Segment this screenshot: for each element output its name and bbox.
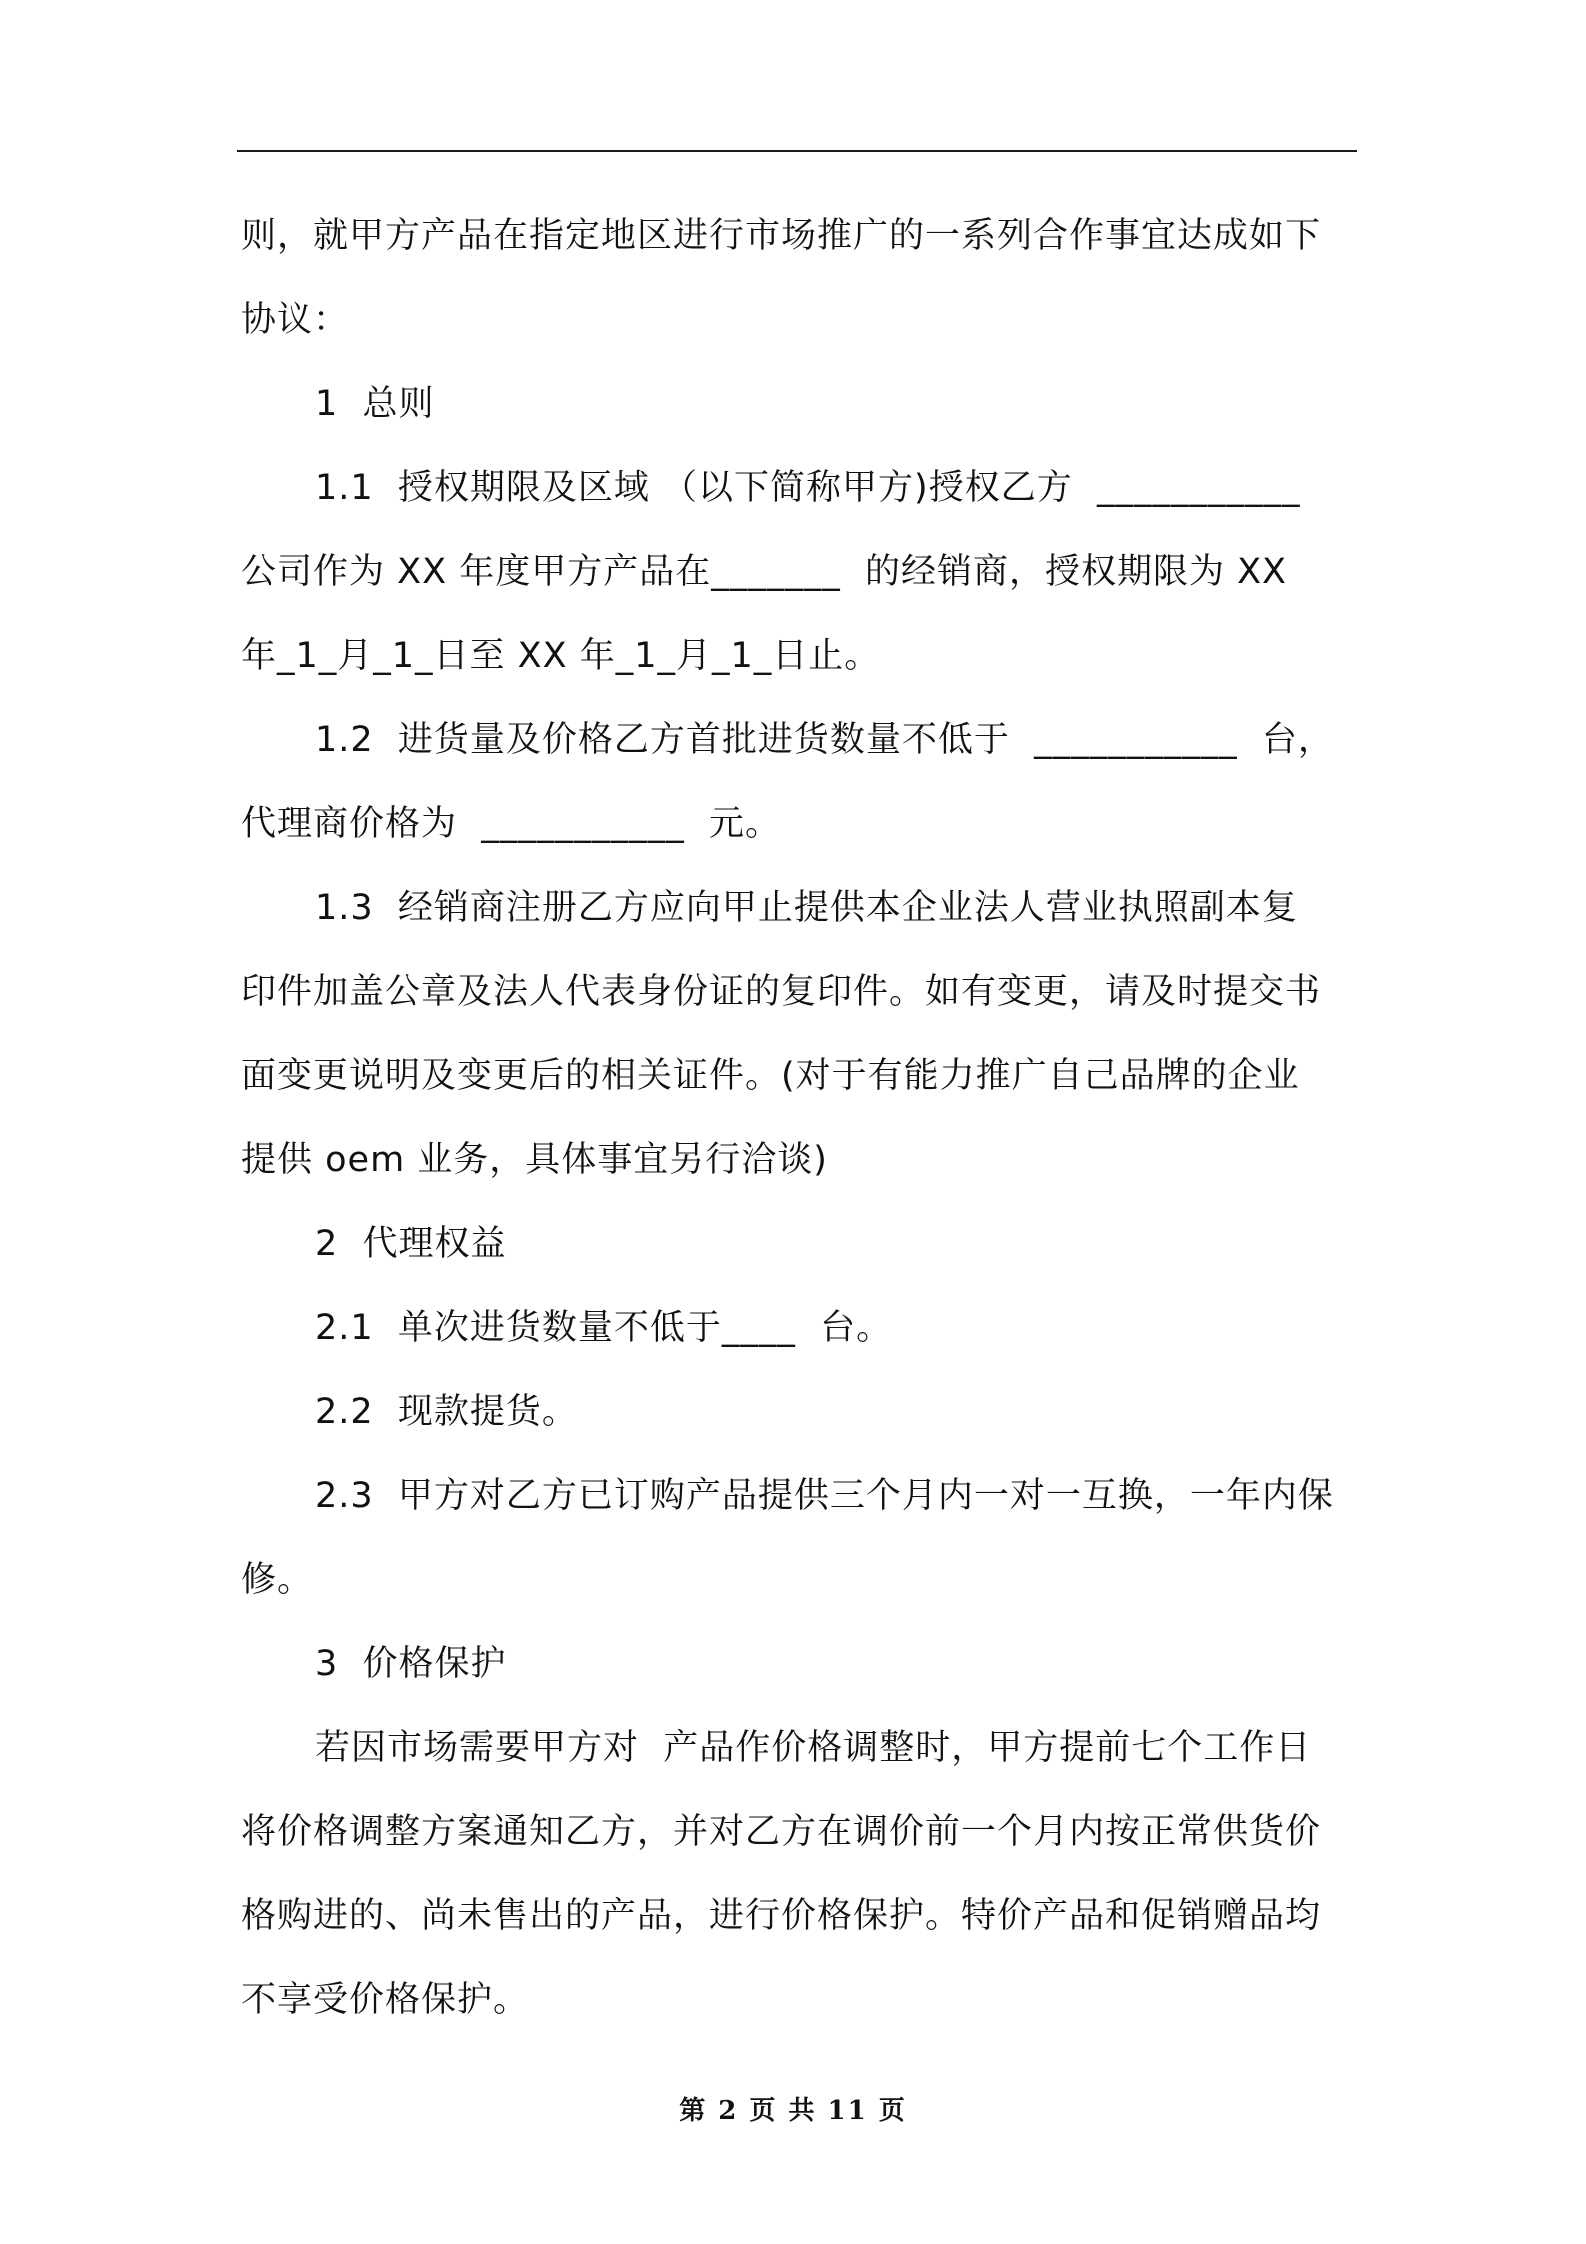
section-heading: 1 总则 (315, 384, 435, 424)
text-line: 若因市场需要甲方对 产品作价格调整时，甲方提前七个工作日 (315, 1728, 1312, 1768)
text-line: 修。 (241, 1560, 314, 1600)
text-line: 协议： (241, 300, 350, 340)
text-line: 2.1 单次进货数量不低于____ 台。 (315, 1308, 893, 1348)
text-line: 代理商价格为 ___________ 元。 (241, 804, 782, 844)
text-line: 年_1_月_1_日至 XX 年_1_月_1_日止。 (241, 636, 881, 676)
header-rule (237, 150, 1357, 152)
text-line: 印件加盖公章及法人代表身份证的复印件。如有变更，请及时提交书 (241, 972, 1322, 1012)
text-line: 2.3 甲方对乙方已订购产品提供三个月内一对一互换，一年内保 (315, 1476, 1334, 1516)
text-line: 1.2 进货量及价格乙方首批进货数量不低于 ___________ 台， (315, 720, 1334, 760)
text-line: 将价格调整方案通知乙方，并对乙方在调价前一个月内按正常供货价 (241, 1812, 1322, 1852)
text-line: 2.2 现款提货。 (315, 1392, 578, 1432)
section-heading: 3 价格保护 (315, 1644, 507, 1684)
section-heading: 2 代理权益 (315, 1224, 507, 1264)
text-line: 公司作为 XX 年度甲方产品在_______ 的经销商，授权期限为 XX (241, 552, 1288, 592)
text-line: 则，就甲方产品在指定地区进行市场推广的一系列合作事宜达成如下 (241, 216, 1322, 256)
text-line: 1.3 经销商注册乙方应向甲止提供本企业法人营业执照副本复 (315, 888, 1298, 928)
text-line: 1.1 授权期限及区域 （以下简称甲方)授权乙方 ___________ (315, 468, 1301, 508)
page-number: 第 2 页 共 11 页 (679, 2096, 907, 2126)
document-body (241, 194, 1357, 2042)
text-line: 格购进的、尚未售出的产品，进行价格保护。特价产品和促销赠品均 (241, 1896, 1322, 1936)
text-line: 提供 oem 业务，具体事宜另行洽谈) (241, 1140, 828, 1180)
text-line: 面变更说明及变更后的相关证件。(对于有能力推广自己品牌的企业 (241, 1056, 1300, 1096)
text-line: 不享受价格保护。 (241, 1980, 530, 2020)
